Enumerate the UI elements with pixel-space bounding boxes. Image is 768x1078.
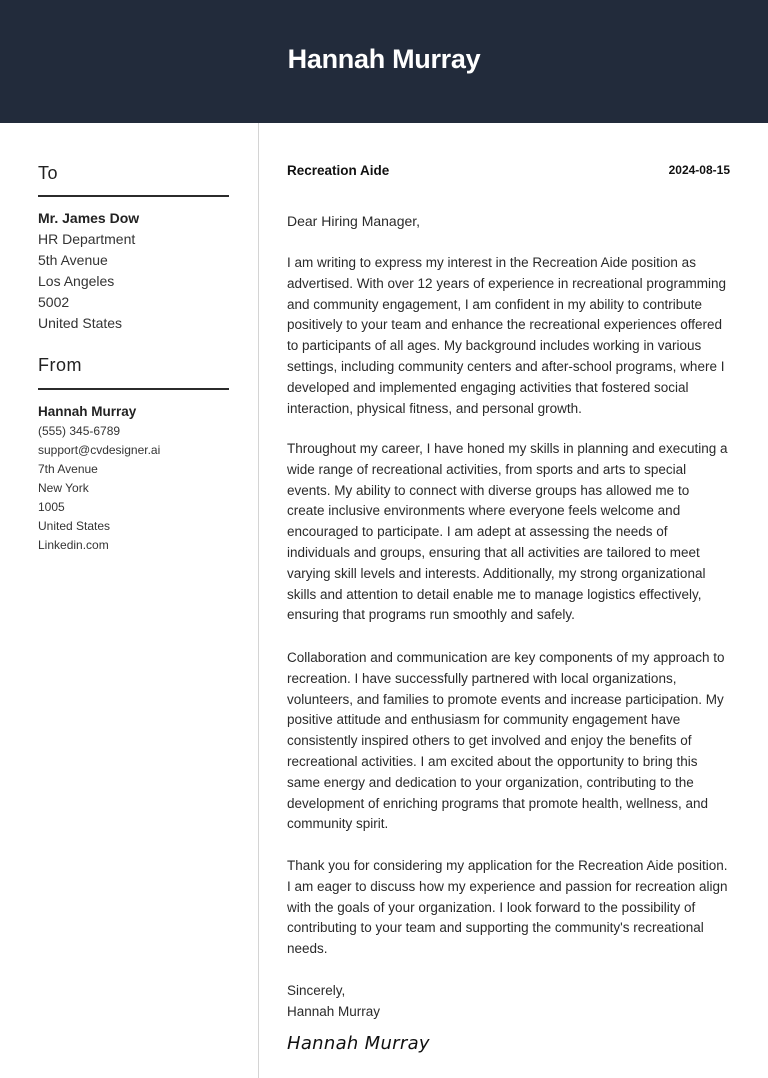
salutation: Dear Hiring Manager,: [287, 213, 421, 229]
closing-phrase: Sincerely,: [287, 983, 346, 998]
paragraph-4: Thank you for considering my application for the Recreation Aide position. I am eager to discuss how my experience and passion for recreation align with the goals of your organization. I look forward to the possibility of contributing to your team and supporting the community's recreational needs.: [287, 858, 728, 957]
sender-postcode: 1005: [38, 500, 65, 514]
sender-street: 7th Avenue: [38, 462, 98, 476]
signature: Hannah Murray: [287, 1033, 430, 1054]
recipient-name: Mr. James Dow: [38, 210, 140, 226]
column-divider: [258, 123, 259, 1078]
from-heading: From: [38, 355, 82, 375]
recipient-city: Los Angeles: [38, 273, 115, 289]
sender-linkedin: Linkedin.com: [38, 538, 109, 552]
recipient-postcode: 5002: [38, 294, 70, 310]
paragraph-2: Throughout my career, I have honed my skills in planning and executing a wide range of recreational activities, from sports and arts to special events. My ability to connect with diverse groups has allowed me to create inclusive environments where everyone feels welcome and encouraged to participate. I am adept at assessing the needs of individuals and groups, ensuring that all activities are tailored to meet varying skill levels and interests. Additionally, my strong organizational skills and attention to detail enable me to manage logistics effectively, ensuring that programs run smoothly and safely.: [287, 441, 728, 623]
sender-email: support@cvdesigner.ai: [38, 443, 161, 457]
to-rule: [38, 195, 229, 197]
closing-block: [287, 981, 380, 1023]
letter-date: 2024-08-15: [668, 163, 730, 177]
sender-address: [38, 402, 229, 555]
applicant-name-title: Hannah Murray: [287, 44, 481, 74]
job-title: Recreation Aide: [287, 163, 390, 178]
recipient-address: [38, 208, 229, 334]
sender-name: Hannah Murray: [38, 404, 137, 419]
sender-country: United States: [38, 519, 111, 533]
paragraph-1: I am writing to express my interest in the Recreation Aide position as advertised. With over 12 years of experience in recreational programming and community engagement, I am confident in my ability to contribute positively to your team and enhance the recreational experiences offered to participants of all ages. My background includes working in various settings, including community centers and after-school programs, where I developed and implemented engaging activities that fostered social interaction, physical fitness, and personal growth.: [287, 255, 726, 416]
recipient-street: 5th Avenue: [38, 252, 108, 268]
sender-city: New York: [38, 481, 89, 495]
to-heading: To: [38, 163, 59, 183]
page-header: [0, 0, 768, 123]
from-rule: [38, 388, 229, 390]
recipient-country: United States: [38, 315, 123, 331]
closing-name: Hannah Murray: [287, 1003, 381, 1019]
sender-phone: (555) 345-6789: [38, 424, 121, 438]
paragraph-3: Collaboration and communication are key components of my approach to recreation. I have successfully partnered with local organizations, volunteers, and families to promote events and increase participation. My positive attitude and enthusiasm for community engagement have consistently inspired others to get involved and enjoy the benefits of recreational activities. I am excited about the opportunity to bring this same energy and dedication to your organization, contributing to the development of enriching programs that promote health, wellness, and community spirit.: [287, 650, 725, 832]
recipient-department: HR Department: [38, 231, 136, 247]
